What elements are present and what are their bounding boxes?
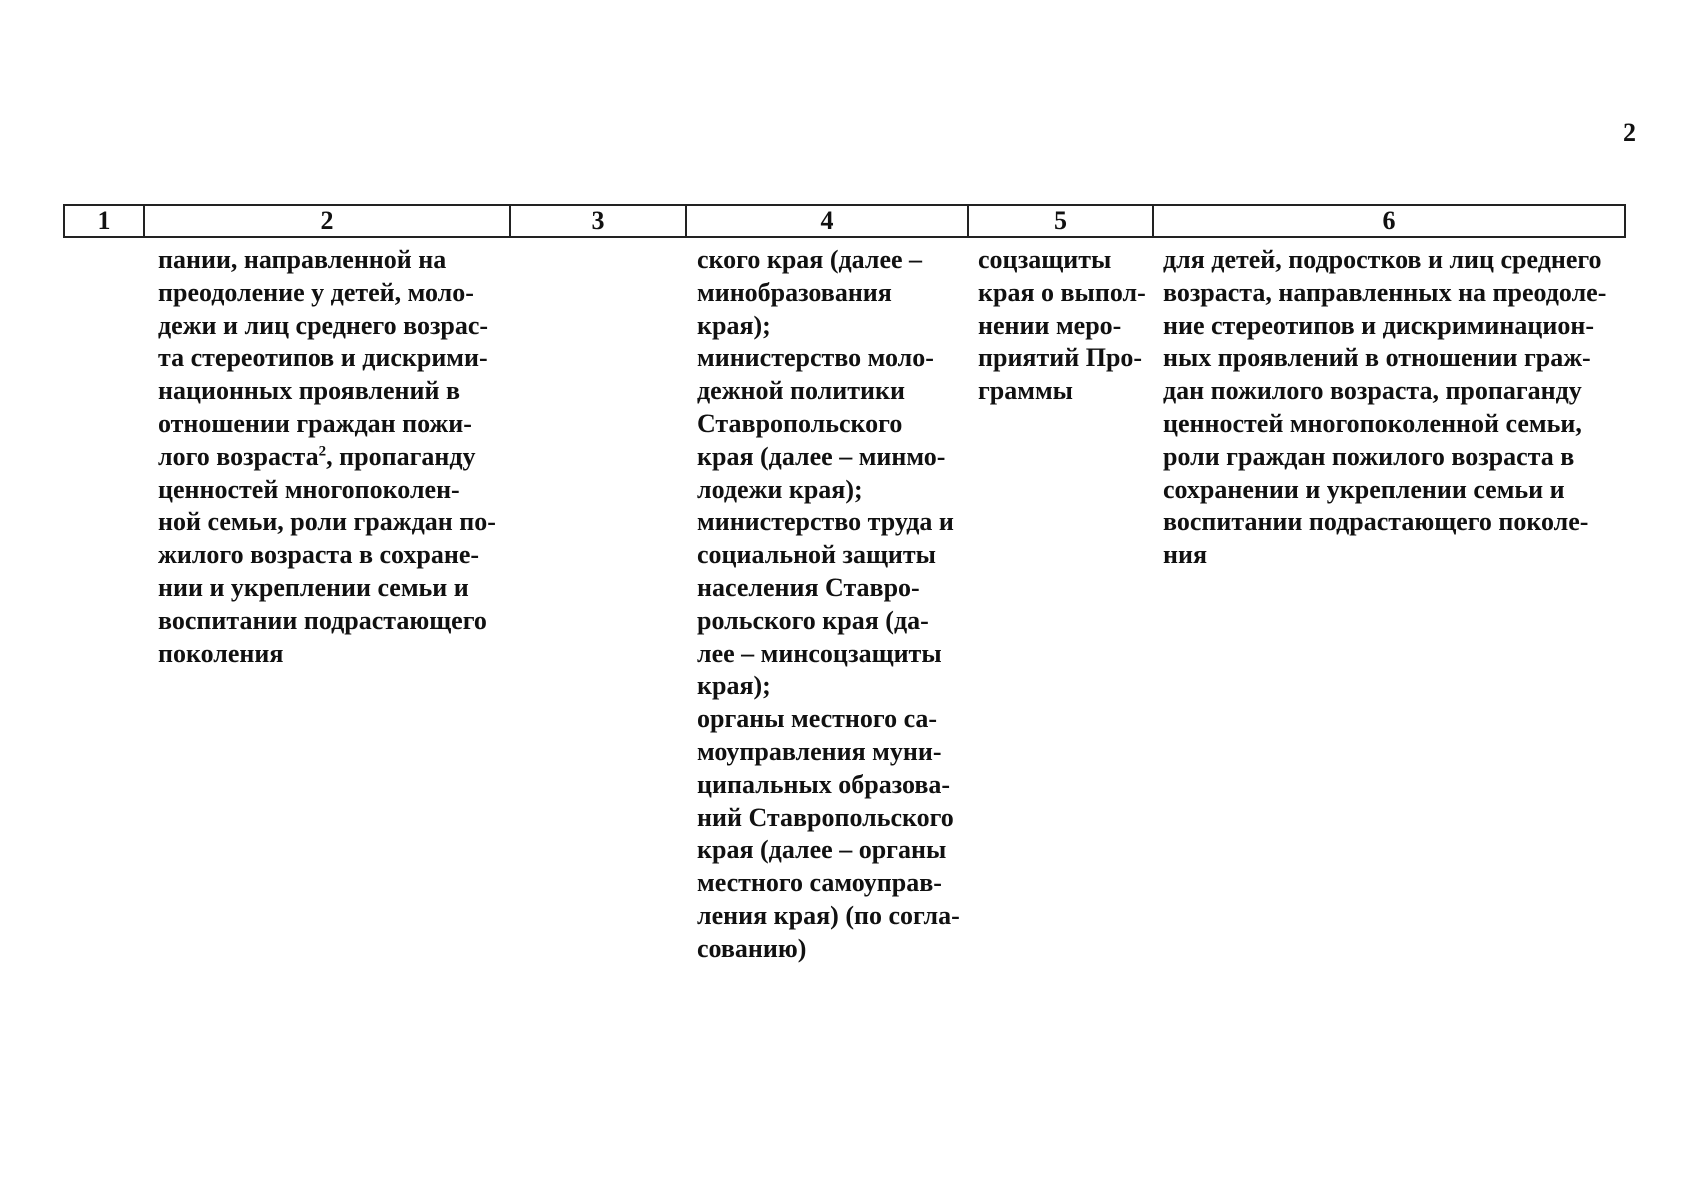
header-cell-3: 3 xyxy=(511,206,687,236)
page-number: 2 xyxy=(1623,118,1636,147)
cell-col-6: для детей, подростков и лиц среднего возраста, направленных на преодоле- ние стереотипов и дискриминацион- ных проявлений в отношении граж- дан пожилого возраста, пропаганду ценностей многопоколенной семьи, роли граждан пожилого возраста в сохранении и укреплении семьи и воспитании подрастающего поколе- ния xyxy=(1163,245,1607,570)
table-header-row xyxy=(63,204,1626,238)
cell-col-4: ского края (далее – минобразования края); министерство моло- дежной политики Ставропольского края (далее – минмо- лодежи края); министерство труда и социальной защиты населения Ставро- pольского края (да- лее – минсоцзащиты края); органы местного са- моуправления муни- ципальных образова- ний Ставропольского края (далее – органы местного самоуправ- ления края) (по согла- сованию) xyxy=(697,245,960,963)
cell-col-2-text-b: , пропаганду ценностей многопоколен- ной семьи, роли граждан по- жилого возраста в сохране- нии и укреплении семьи и воспитании подрастающего поколения xyxy=(158,441,496,668)
header-cell-1: 1 xyxy=(65,206,145,236)
header-cell-6: 6 xyxy=(1382,206,1396,235)
cell-col-5: соцзащиты края о выпол- нении меро- приятий Про- граммы xyxy=(978,245,1146,406)
cell-col-2-text-a: пании, направленной на преодоление у детей, моло- дежи и лиц среднего возрас- та стереотипов и дискрими- национных проявлений в отношении граждан пожи- лого возраста xyxy=(158,245,489,471)
header-cell-4: 4 xyxy=(687,206,969,236)
footnote-marker: 2 xyxy=(318,443,327,460)
header-cell-5: 5 xyxy=(969,206,1154,236)
header-cell-2: 2 xyxy=(145,206,511,236)
cell-col-2 xyxy=(158,244,508,670)
